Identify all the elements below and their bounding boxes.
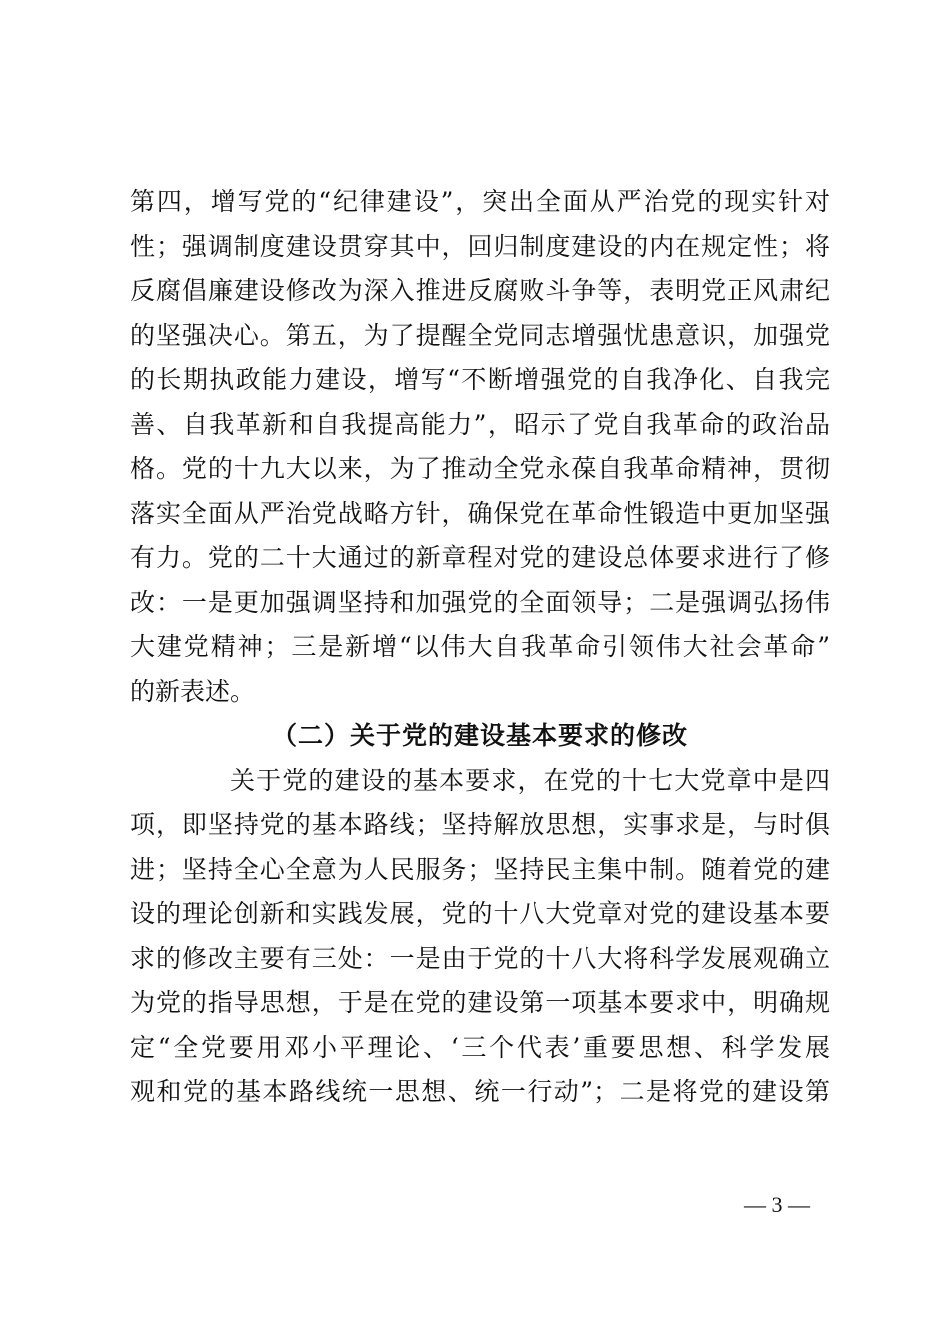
paragraph-line: 善、自我革新和自我提高能力”，昭示了党自我革命的政治品 xyxy=(130,409,830,439)
paragraph-line: 定“全党要用邓小平理论、‘三个代表’重要思想、科学发展 xyxy=(130,1032,830,1062)
paragraph-line: 进；坚持全心全意为人民服务；坚持民主集中制。随着党的建 xyxy=(130,854,830,884)
paragraph-line: 观和党的基本路线统一思想、统一行动”；二是将党的建设第 xyxy=(130,1077,830,1106)
paragraph-line: 性；强调制度建设贯穿其中，回归制度建设的内在规定性；将 xyxy=(130,231,830,261)
paragraph-line: 项，即坚持党的基本路线；坚持解放思想，实事求是，与时俱 xyxy=(130,810,830,839)
paragraph-line: 有力。党的二十大通过的新章程对党的建设总体要求进行了修 xyxy=(130,543,830,572)
paragraph-line: 格。党的十九大以来，为了推动全党永葆自我革命精神，贯彻 xyxy=(130,454,830,483)
paragraph-line: 为党的指导思想，于是在党的建设第一项基本要求中，明确规 xyxy=(130,988,830,1017)
paragraph-line: 落实全面从严治党战略方针，确保党在革命性锻造中更加坚强 xyxy=(130,498,830,528)
paragraph-line: 设的理论创新和实践发展，党的十八大党章对党的建设基本要 xyxy=(130,899,830,928)
body-text xyxy=(130,180,830,1115)
paragraph-2 xyxy=(130,759,830,1115)
page-number: — 3 — xyxy=(744,1192,810,1217)
paragraph-line: 求的修改主要有三处：一是由于党的十八大将科学发展观确立 xyxy=(130,943,830,973)
paragraph-line: 的坚强决心。第五，为了提醒全党同志增强忧患意识，加强党 xyxy=(130,320,830,350)
paragraph-line: 第四，增写党的“纪律建设”，突出全面从严治党的现实针对 xyxy=(130,187,830,216)
paragraph-line: 反腐倡廉建设修改为深入推进反腐败斗争等，表明党正风肃纪 xyxy=(130,276,830,305)
paragraph-line: 的长期执政能力建设，增写“不断增强党的自我净化、自我完 xyxy=(130,365,830,394)
paragraph-line: 关于党的建设的基本要求，在党的十七大党章中是四 xyxy=(230,765,830,795)
section-heading: （二）关于党的建设基本要求的修改 xyxy=(271,721,688,750)
paragraph-1 xyxy=(130,180,830,714)
paragraph-line: 大建党精神；三是新增“以伟大自我革命引领伟大社会革命” xyxy=(130,632,830,661)
paragraph-line: 的新表述。 xyxy=(130,676,256,706)
paragraph-line: 改：一是更加强调坚持和加强党的全面领导；二是强调弘扬伟 xyxy=(130,587,830,617)
